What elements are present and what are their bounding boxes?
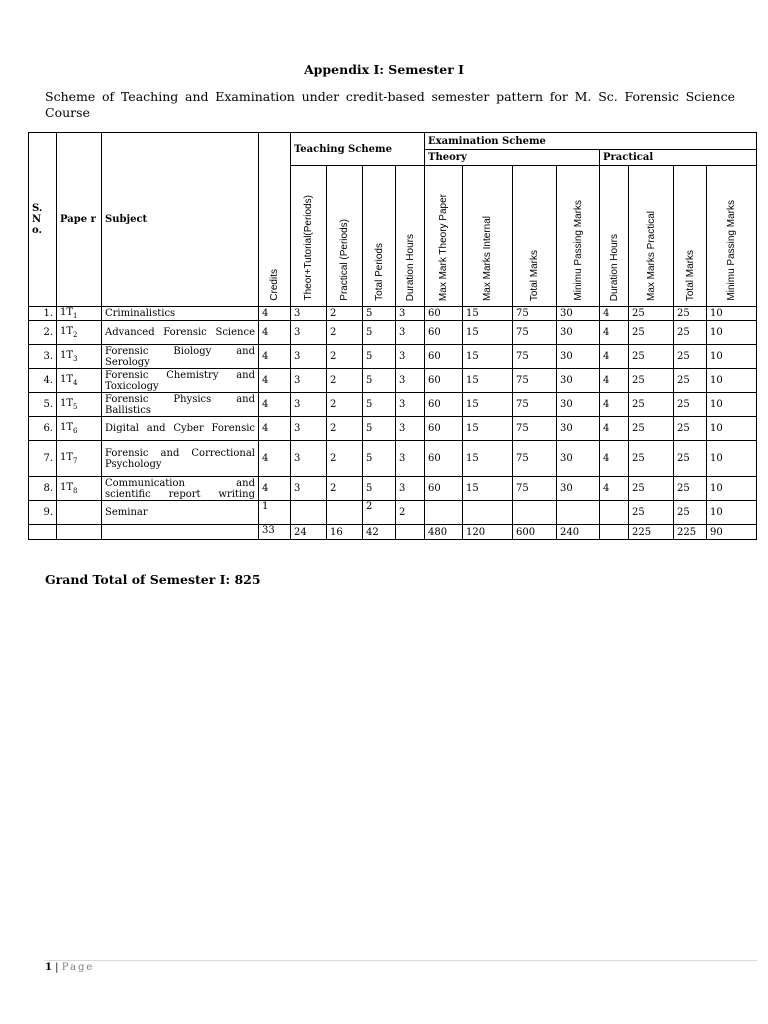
cell-value: 4 [259,345,291,369]
cell-total: 120 [463,525,513,540]
cell-value: 75 [513,369,557,393]
header-examination-scheme: Examination Scheme [425,133,757,150]
cell-value: 30 [557,477,600,501]
table-row [29,477,757,501]
cell-value: 60 [425,477,463,501]
cell-value: 15 [463,477,513,501]
cell-value: 5 [363,441,396,477]
cell-value: 3 [396,393,425,417]
cell-paper [57,345,102,369]
cell-total [600,525,629,540]
table-row [29,441,757,477]
cell-value: 25 [674,501,707,525]
page-footer [45,962,94,973]
cell-value: 75 [513,417,557,441]
cell-value: 2 [363,501,396,525]
cell-value: 2 [327,369,363,393]
cell-value: 10 [707,321,757,345]
cell-value: 2 [327,477,363,501]
paper-code: 1T [60,326,74,337]
cell-value: 25 [674,369,707,393]
cell-total [396,525,425,540]
cell-value: 30 [557,321,600,345]
cell-sno: 3. [29,345,57,369]
cell-value: 60 [425,393,463,417]
cell-paper [57,501,102,525]
cell-value: 5 [363,393,396,417]
cell-subject: Advanced Forensic Science [102,321,259,345]
cell-value: 15 [463,345,513,369]
header-subject: Subject [102,133,259,307]
cell-value: 25 [674,417,707,441]
header-sno: S. N o. [29,133,57,307]
header-practical-periods: Practical (Periods) [327,166,363,307]
cell-value: 60 [425,417,463,441]
table-row [29,307,757,321]
cell-value: 10 [707,501,757,525]
cell-value [600,501,629,525]
header-theory: Theory [425,150,600,166]
cell-value: 15 [463,393,513,417]
cell-value: 3 [291,307,327,321]
cell-value: 25 [674,477,707,501]
cell-value: 4 [259,307,291,321]
cell-value: 3 [396,477,425,501]
cell-value: 4 [600,369,629,393]
cell-value: 3 [291,441,327,477]
cell-value: 25 [629,345,674,369]
cell-value: 25 [629,417,674,441]
cell-subject: Seminar [102,501,259,525]
cell-value: 3 [396,369,425,393]
header-total-marks: Total Marks [513,166,557,307]
cell-value: 4 [259,369,291,393]
table-row [29,501,757,525]
cell-empty [102,525,259,540]
cell-value: 5 [363,369,396,393]
cell-sno: 7. [29,441,57,477]
cell-sno: 5. [29,393,57,417]
cell-value: 25 [629,477,674,501]
cell-value: 2 [327,417,363,441]
cell-value: 75 [513,477,557,501]
cell-value: 5 [363,321,396,345]
header-min-passing: Minimu Passing Marks [557,166,600,307]
table-row [29,369,757,393]
cell-total: 16 [327,525,363,540]
cell-value: 4 [600,441,629,477]
page-title: Appendix I: Semester I [303,62,465,77]
paper-subscript: 6 [73,427,78,435]
header-min-passing-practical: Minimu Passing Marks [707,166,757,307]
cell-value: 75 [513,307,557,321]
cell-value: 2 [327,393,363,417]
cell-total: 24 [291,525,327,540]
intro-text: Scheme of Teaching and Examination under credit-based semester pattern for M. Sc. Forensic Science Course [45,89,735,120]
cell-value: 4 [600,345,629,369]
cell-total: 240 [557,525,600,540]
cell-value: 3 [396,321,425,345]
cell-value: 30 [557,417,600,441]
table-row [29,321,757,345]
cell-value: 1 [259,501,291,525]
cell-value: 5 [363,307,396,321]
cell-value: 2 [327,321,363,345]
header-total-periods: Total Periods [363,166,396,307]
cell-value: 3 [291,369,327,393]
header-total-marks-practical: Total Marks [674,166,707,307]
cell-total: 33 [259,525,291,540]
cell-value: 75 [513,441,557,477]
cell-value: 10 [707,441,757,477]
cell-value [463,501,513,525]
paper-code: 1T [60,452,74,463]
cell-paper [57,477,102,501]
cell-empty [29,525,57,540]
cell-value: 15 [463,369,513,393]
cell-value: 25 [674,393,707,417]
cell-value: 5 [363,477,396,501]
cell-value [327,501,363,525]
cell-subject: Forensic Physics and Ballistics [102,393,259,417]
header-practical: Practical [600,150,757,166]
cell-value: 3 [291,417,327,441]
cell-value: 75 [513,393,557,417]
cell-empty [57,525,102,540]
cell-subject: Criminalistics [102,307,259,321]
cell-value: 4 [259,393,291,417]
paper-code: 1T [60,422,74,433]
paper-subscript: 1 [73,312,78,320]
cell-value: 4 [259,417,291,441]
cell-value: 15 [463,307,513,321]
cell-value: 5 [363,417,396,441]
cell-value: 30 [557,307,600,321]
cell-sno: 6. [29,417,57,441]
paper-subscript: 3 [73,355,78,363]
cell-value: 3 [396,417,425,441]
cell-value: 4 [600,393,629,417]
header-credits: Credits [259,133,291,307]
cell-value: 4 [600,307,629,321]
cell-value: 15 [463,321,513,345]
cell-value: 25 [629,441,674,477]
cell-value: 10 [707,307,757,321]
cell-sno: 8. [29,477,57,501]
cell-value: 2 [396,501,425,525]
cell-value: 4 [259,441,291,477]
cell-total: 480 [425,525,463,540]
cell-subject: Forensic Chemistry and Toxicology [102,369,259,393]
cell-sno: 4. [29,369,57,393]
paper-subscript: 8 [73,487,78,495]
scheme-table [28,132,757,540]
header-duration-hours-practical: Duration Hours [600,166,629,307]
paper-subscript: 5 [73,403,78,411]
cell-paper [57,393,102,417]
cell-value: 4 [259,477,291,501]
table-row [29,345,757,369]
paper-code: 1T [60,350,74,361]
cell-value: 4 [259,321,291,345]
cell-value: 2 [327,307,363,321]
paper-subscript: 2 [73,331,78,339]
cell-value: 4 [600,477,629,501]
cell-paper [57,369,102,393]
cell-paper [57,321,102,345]
table-row [29,393,757,417]
cell-sno: 2. [29,321,57,345]
cell-value: 25 [629,501,674,525]
cell-value: 3 [396,441,425,477]
cell-paper [57,441,102,477]
cell-value: 5 [363,345,396,369]
cell-value: 25 [674,307,707,321]
cell-value: 25 [629,393,674,417]
header-max-marks-practical: Max Marks Practical [629,166,674,307]
header-duration-hours: Duration Hours [396,166,425,307]
cell-value: 30 [557,369,600,393]
cell-subject: Forensic and Correctional Psychology [102,441,259,477]
cell-value: 10 [707,345,757,369]
table-row [29,417,757,441]
cell-value: 10 [707,417,757,441]
page-number: 1 [45,962,52,973]
paper-code: 1T [60,398,74,409]
cell-value: 10 [707,369,757,393]
cell-value: 2 [327,441,363,477]
cell-value: 15 [463,417,513,441]
cell-subject: Forensic Biology and Serology [102,345,259,369]
cell-sno: 1. [29,307,57,321]
cell-value: 25 [674,321,707,345]
cell-value: 3 [291,393,327,417]
cell-value: 4 [600,417,629,441]
cell-value: 10 [707,393,757,417]
footer-separator: | [51,962,62,973]
cell-total: 90 [707,525,757,540]
cell-value: 60 [425,369,463,393]
cell-value [425,501,463,525]
cell-value: 60 [425,307,463,321]
cell-value: 2 [327,345,363,369]
cell-subject: Digital and Cyber Forensic [102,417,259,441]
header-paper: Pape r [57,133,102,307]
cell-value [557,501,600,525]
cell-value: 25 [629,369,674,393]
cell-value: 3 [396,345,425,369]
grand-total: Grand Total of Semester I: 825 [45,572,261,587]
cell-paper [57,307,102,321]
cell-value: 60 [425,321,463,345]
cell-value: 4 [600,321,629,345]
paper-subscript: 7 [73,457,78,465]
cell-paper [57,417,102,441]
cell-value: 30 [557,345,600,369]
cell-subject: Communication and scientific report writing [102,477,259,501]
paper-code: 1T [60,307,74,318]
cell-value: 75 [513,321,557,345]
cell-value: 3 [396,307,425,321]
cell-total: 600 [513,525,557,540]
page-word: Page [61,962,95,973]
cell-value: 25 [674,345,707,369]
header-max-mark-theory: Max Mark Theory Paper [425,166,463,307]
cell-total: 225 [629,525,674,540]
cell-value: 3 [291,345,327,369]
cell-value: 25 [629,307,674,321]
cell-value: 3 [291,321,327,345]
cell-total: 42 [363,525,396,540]
cell-value: 10 [707,477,757,501]
cell-value: 60 [425,345,463,369]
header-theor-tutorial: Theor+Tutorial(Periods) [291,166,327,307]
cell-value: 25 [629,321,674,345]
paper-code: 1T [60,482,74,493]
cell-value: 75 [513,345,557,369]
cell-total: 225 [674,525,707,540]
footer-divider [45,960,757,961]
header-max-marks-internal: Max Marks Internal [463,166,513,307]
cell-sno: 9. [29,501,57,525]
cell-value: 60 [425,441,463,477]
cell-value: 30 [557,441,600,477]
cell-value: 3 [291,477,327,501]
paper-code: 1T [60,374,74,385]
paper-subscript: 4 [73,379,78,387]
cell-value: 15 [463,441,513,477]
totals-row [29,525,757,540]
header-teaching-scheme: Teaching Scheme [291,133,425,166]
cell-value: 30 [557,393,600,417]
cell-value [291,501,327,525]
cell-value [513,501,557,525]
cell-value: 25 [674,441,707,477]
